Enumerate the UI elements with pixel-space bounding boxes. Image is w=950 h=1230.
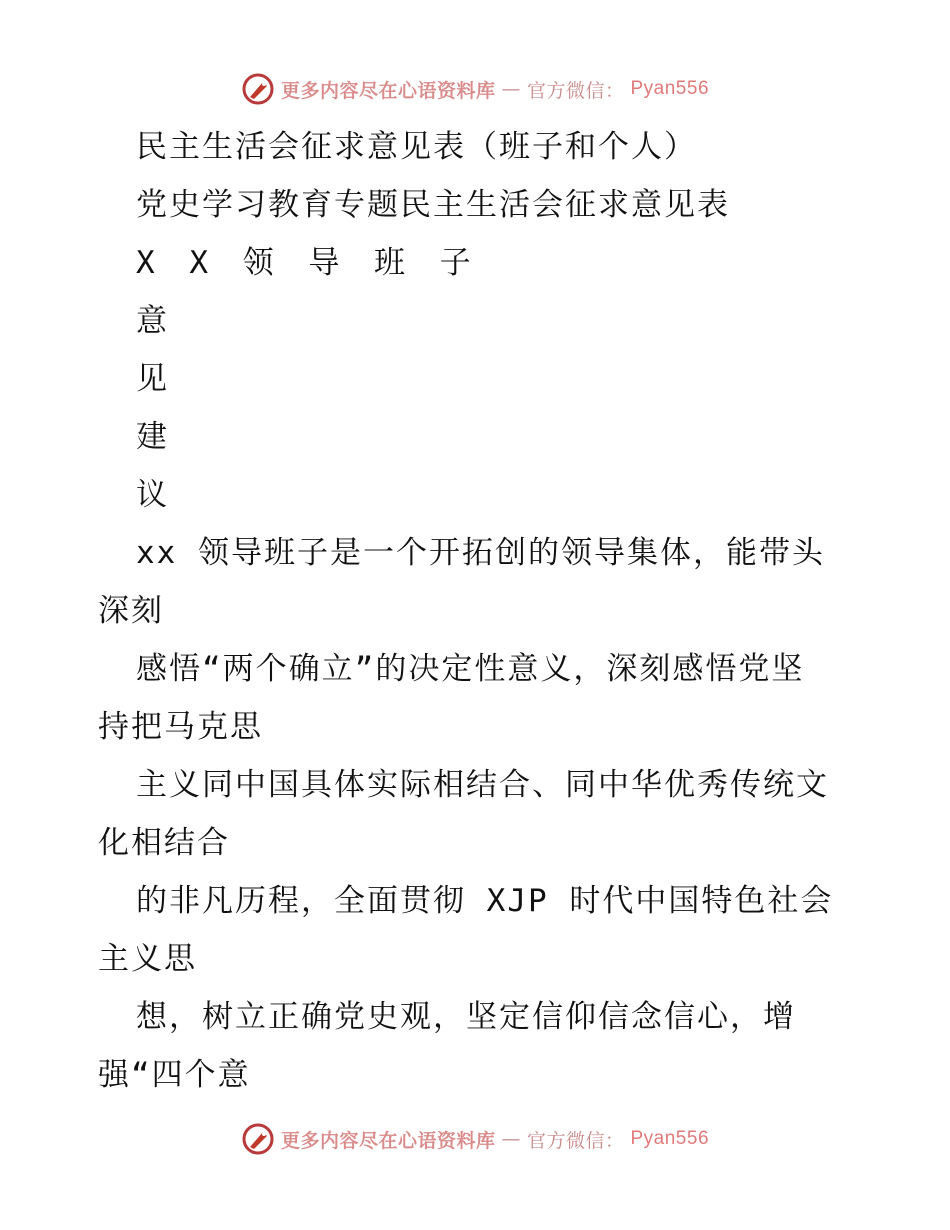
watermark-wechat-id: Pyan556 <box>630 78 710 99</box>
document-line: 强“四个意 <box>98 1057 251 1093</box>
document-line: 的非凡历程，全面贯彻 XJP 时代中国特色社会 <box>136 883 834 919</box>
document-line: 议 <box>136 477 169 513</box>
document-line: 建 <box>136 419 169 455</box>
document-line: xx 领导班子是一个开拓创的领导集体，能带头 <box>136 535 825 571</box>
document-line: 意 <box>136 303 169 339</box>
document-line: 主义思 <box>98 941 197 977</box>
pen-nib-logo-icon <box>241 1122 275 1156</box>
watermark-main-text: 更多内容尽在心语资料库 <box>280 1129 496 1152</box>
document-line: 党史学习教育专题民主生活会征求意见表 <box>136 187 730 223</box>
document-line: 持把马克思 <box>98 709 263 745</box>
document-line: X X 领 导 班 子 <box>136 245 479 281</box>
document-body <box>98 118 878 1104</box>
document-line: 主义同中国具体实际相结合、同中华优秀传统文 <box>136 767 829 803</box>
watermark-main-text: 更多内容尽在心语资料库 <box>280 79 496 102</box>
footer-watermark <box>0 1122 950 1156</box>
document-line: 想，树立正确党史观，坚定信仰信念信心，增 <box>136 999 796 1035</box>
document-line: 感悟“两个确立”的决定性意义，深刻感悟党坚 <box>136 651 805 687</box>
document-line: 见 <box>136 361 169 397</box>
watermark-dash: — <box>501 78 521 100</box>
pen-nib-logo-icon <box>241 72 275 106</box>
watermark-sub-text: 官方微信： <box>526 79 625 102</box>
watermark-sub-text: 官方微信： <box>526 1129 625 1152</box>
document-line: 民主生活会征求意见表（班子和个人） <box>136 129 697 165</box>
watermark-dash: — <box>501 1128 521 1150</box>
document-line: 化相结合 <box>98 825 230 861</box>
watermark-wechat-id: Pyan556 <box>630 1128 710 1149</box>
document-line: 深刻 <box>98 593 164 629</box>
header-watermark <box>0 72 950 106</box>
